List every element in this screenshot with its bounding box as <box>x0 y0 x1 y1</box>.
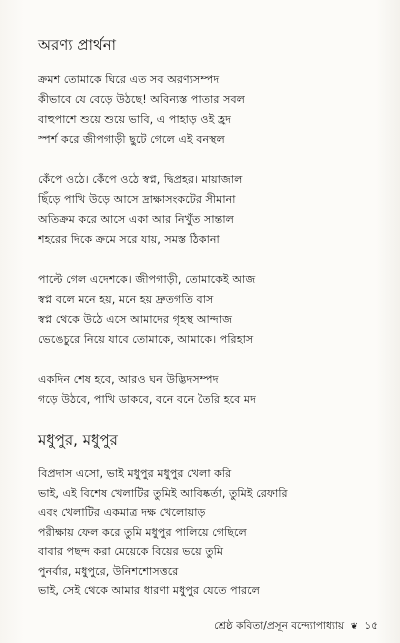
poem-line: পুনর্বার, মধুপুরে, উনিশশোসত্তরে <box>38 564 179 578</box>
poem-line: ভাই, সেই থেকে আমার ধারণা মধুপুর যেতে পারলে <box>38 584 260 597</box>
poem-line: ছিঁড়ে পাখি উড়ে আসে দ্রাক্ষাসংকটের সীমানা <box>38 193 236 206</box>
poem-line: ক্রমশ তোমাকে ঘিরে এত সব অরণ্যসম্পদ <box>38 73 220 86</box>
poem-line: একদিন শেষ হবে, আরও ঘন উদ্ভিদসম্পদ <box>38 373 219 386</box>
page-number: ১৫ <box>364 620 378 632</box>
book-credit: শ্রেষ্ঠ কবিতা/প্রসূন বন্দ্যোপাধ্যায় <box>214 620 345 632</box>
poem-line: ভাই, এই বিশেষ খেলাটির তুমিই আবিষ্কর্তা, তুমিই রেফারি <box>38 486 288 500</box>
stanza <box>38 270 378 350</box>
poem-title: মধুপুর, মধুপুর <box>38 431 118 449</box>
poem-madhupur <box>38 431 378 601</box>
stanza <box>38 70 378 150</box>
poem-line: বাবার পছন্দ করা মেয়েকে বিয়ের ভয়ে তুমি <box>38 545 224 558</box>
fleuron-icon: ❦ <box>350 622 359 632</box>
poem-line: বাহুপাশে শুয়ে শুয়ে ভাবি, এ পাহাড় ওই হ্রদ <box>38 113 232 126</box>
poem-line: পরীক্ষায় ফেল করে তুমি মধুপুর পালিয়ে গেছিলে <box>38 525 247 539</box>
poem-line: ভেঙেচুরে নিয়ে যাবে তোমাকে, আমাকে। পরিহাস <box>38 333 254 346</box>
poem-line: এবং খেলাটির একমাত্র দক্ষ খেলোয়াড় <box>38 506 206 519</box>
stanza <box>38 464 378 601</box>
poem-line: শহরের দিকে ক্রমে সরে যায়, সমস্ত ঠিকানা <box>38 233 220 246</box>
poem-line: স্বপ্ন বলে মনে হয়, মনে হয় দ্রুতগতি বাস <box>38 293 214 306</box>
poem-line: বিপ্রদাস এসো, ভাই মধুপুর মধুপুর খেলা করি <box>38 467 232 480</box>
poem-aranya-prarthana <box>38 36 378 430</box>
poem-line: অতিক্রম করে আসে একা আর নিখুঁত সান্তাল <box>38 213 234 226</box>
poem-line: স্পর্শ করে জীপগাড়ী ছুটে গেলে এই বনস্থল <box>38 133 225 146</box>
poem-title: অরণ্য প্রার্থনা <box>38 36 116 54</box>
poem-line: কীভাবে যে বেড়ে উঠছে! অবিন্যস্ত পাতার সবল <box>38 93 246 106</box>
page-footer <box>214 619 378 634</box>
stanza <box>38 170 378 250</box>
stanza <box>38 370 378 410</box>
poem-line: গড়ে উঠবে, পাখি ডাকবে, বনে বনে তৈরি হবে মদ <box>38 393 256 406</box>
poem-line: কেঁপে ওঠে। কেঁপে ওঠে স্বপ্ন, দ্বিপ্রহর। মায়াজাল <box>38 173 243 186</box>
poem-line: পাল্টে গেল এদেশকে। জীপগাড়ী, তোমাকেই আজ <box>38 273 256 286</box>
poem-line: স্বপ্ন থেকে উঠে এসে আমাদের গৃহস্থ আন্দাজ <box>38 313 233 326</box>
